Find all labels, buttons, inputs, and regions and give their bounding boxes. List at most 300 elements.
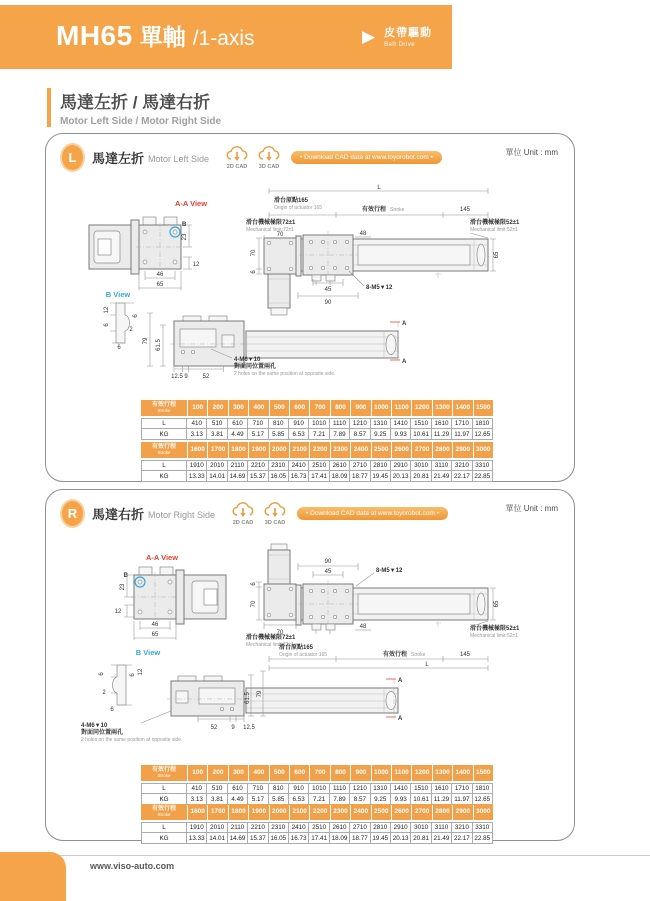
stroke-value-cell: 1000 (372, 400, 391, 416)
cad-3d-download[interactable] (257, 146, 281, 170)
spec-value-cell: 3310 (473, 822, 493, 833)
aa-view-label: A-A View (145, 553, 179, 562)
stroke-value-cell: 2800 (433, 804, 452, 820)
stroke-value-cell: 2300 (331, 804, 350, 820)
table-row (141, 833, 493, 844)
section-subtitle: Motor Left Side / Motor Right Side (60, 116, 222, 127)
dim-6-slot: 6 (133, 314, 139, 318)
stroke-header-en: Stroke (157, 449, 171, 455)
row-label-cell: KG (141, 794, 187, 805)
spec-value-cell: 810 (269, 418, 289, 429)
stroke-value-cell: 2400 (351, 804, 370, 820)
dim-70-side: 70 (251, 249, 257, 257)
stroke-value-cell: 500 (270, 765, 289, 781)
stroke-value-cell: 2400 (351, 442, 370, 458)
spec-value-cell: 1110 (330, 783, 350, 794)
dim-23: 23 (182, 233, 188, 241)
stroke-value-cell: 2600 (392, 442, 411, 458)
model-name: MH65 (56, 20, 133, 51)
cad-2d-download[interactable] (231, 502, 255, 526)
spec-value-cell: 2010 (207, 822, 227, 833)
spec-value-cell: 2310 (269, 822, 289, 833)
stroke-value-cell: 2600 (392, 804, 411, 820)
stroke-header-cell (141, 804, 187, 820)
stroke-value-cell: 2200 (310, 804, 329, 820)
dim-12-slot: 12 (138, 668, 144, 676)
table-header-row (141, 765, 493, 781)
spec-value-cell: 18.09 (330, 833, 350, 844)
dim-70-side: 70 (251, 600, 257, 608)
table-header-row (141, 442, 493, 458)
stroke-value-cell: 1200 (412, 765, 431, 781)
spec-value-cell: 11.97 (452, 794, 472, 805)
limit-motor-en: Mechanical limit:72±1 (246, 642, 295, 648)
spec-value-cell: 1010 (309, 418, 329, 429)
b-view-label: B View (135, 648, 161, 657)
spec-value-cell: 14.01 (207, 471, 227, 482)
spec-value-cell: 4.49 (228, 429, 248, 440)
origin-label-en: Origin of actuator:165 (274, 205, 323, 211)
dim-L: L (425, 662, 429, 668)
spec-value-cell: 10.61 (411, 429, 431, 440)
side-thread-label-en: 2 holes on the same position at opposite side. (81, 737, 183, 743)
stroke-value-cell: 1600 (188, 442, 207, 458)
dim-6-slot: 6 (110, 707, 114, 713)
spec-value-cell: 16.73 (289, 471, 309, 482)
dim-65-rail: 65 (494, 251, 500, 259)
spec-value-cell: 1610 (432, 418, 452, 429)
b-view (104, 290, 139, 351)
spec-value-cell: 5.17 (248, 794, 268, 805)
spec-value-cell: 710 (248, 418, 268, 429)
panel-motor-left (45, 133, 575, 482)
stroke-value-cell: 800 (331, 400, 350, 416)
spec-value-cell: 2510 (309, 460, 329, 471)
spec-value-cell: 810 (269, 783, 289, 794)
limit-motor-en: Mechanical limit:72±1 (246, 227, 295, 233)
spec-value-cell: 1410 (391, 418, 411, 429)
top-view (246, 185, 520, 315)
table-header-row (141, 400, 493, 416)
dim-90: 90 (324, 559, 332, 565)
stroke-header-en: Stroke (157, 407, 171, 413)
spec-value-cell: 910 (289, 418, 309, 429)
footer-divider (0, 855, 650, 856)
dim-46: 46 (151, 622, 159, 628)
dim-65-rail: 65 (494, 600, 500, 608)
spec-value-cell: 2110 (228, 822, 248, 833)
spec-value-cell: 3.81 (207, 429, 227, 440)
spec-value-cell: 21.49 (432, 471, 452, 482)
stroke-value-cell: 600 (290, 400, 309, 416)
dim-9: 9 (231, 725, 235, 731)
panel-title-en: Motor Left Side (148, 154, 210, 164)
panel-badge: R (60, 499, 85, 528)
spec-value-cell: 1110 (330, 418, 350, 429)
dim-12: 12 (192, 262, 200, 268)
row-label-cell: L (141, 460, 187, 471)
spec-value-cell: 18.77 (350, 833, 370, 844)
spec-value-cell: 3.13 (187, 794, 207, 805)
spec-value-cell: 13.33 (187, 471, 207, 482)
side-thread-label: 4-M6▼10 (234, 357, 261, 363)
section-a-marker: A (402, 359, 407, 365)
spec-value-cell: 19.45 (371, 471, 391, 482)
cloud-download-icon (231, 502, 255, 519)
spec-value-cell: 5.17 (248, 429, 268, 440)
footer-url: www.viso-auto.com (90, 861, 175, 871)
spec-value-cell: 8.57 (350, 429, 370, 440)
top-view (246, 544, 520, 671)
dim-6: 6 (251, 582, 257, 586)
dim-145: 145 (459, 652, 471, 658)
stroke-value-cell: 1300 (433, 765, 452, 781)
spec-value-cell: 2910 (391, 460, 411, 471)
cad-3d-label: 3D CAD (258, 163, 280, 170)
dim-12-5: 12.5 (243, 725, 255, 731)
cad-links (231, 502, 287, 526)
spec-value-cell: 410 (187, 418, 207, 429)
stroke-table-2 (141, 804, 493, 844)
limit-motor-cn: 滑台機械極限72±1 (246, 635, 296, 641)
spec-value-cell: 9.93 (391, 429, 411, 440)
spec-value-cell: 3210 (452, 460, 472, 471)
aa-view (89, 199, 207, 290)
dim-12: 12 (114, 609, 122, 615)
row-label-cell: L (141, 418, 187, 429)
spec-value-cell: 11.97 (452, 429, 472, 440)
spec-value-cell: 510 (207, 783, 227, 794)
spec-value-cell: 3.13 (187, 429, 207, 440)
spec-value-cell: 14.01 (207, 833, 227, 844)
spec-value-cell: 15.37 (248, 471, 268, 482)
spec-value-cell: 1210 (350, 418, 370, 429)
dim-46: 46 (156, 272, 164, 278)
cad-2d-download[interactable] (225, 146, 249, 170)
spec-value-cell: 3110 (432, 822, 452, 833)
dim-9: 9 (184, 374, 188, 380)
spec-value-cell: 1510 (411, 783, 431, 794)
stroke-label-en: Stroke (390, 207, 405, 213)
stroke-value-cell: 1500 (474, 765, 493, 781)
stroke-value-cell: 2100 (290, 442, 309, 458)
table-row (141, 471, 493, 482)
spec-value-cell: 1510 (411, 418, 431, 429)
dim-45: 45 (324, 287, 332, 293)
spec-value-cell: 6.53 (289, 794, 309, 805)
table-header-row (141, 804, 493, 820)
stroke-value-cell: 900 (351, 400, 370, 416)
stroke-value-cell: 3000 (474, 804, 493, 820)
stroke-header-cn: 有效行程 (151, 767, 176, 774)
stroke-value-cell: 1900 (249, 442, 268, 458)
stroke-value-cell: 2500 (372, 804, 391, 820)
spec-value-cell: 9.93 (391, 794, 411, 805)
dim-65: 65 (151, 632, 159, 638)
spec-value-cell: 22.17 (452, 833, 472, 844)
spec-value-cell: 1310 (371, 783, 391, 794)
spec-value-cell: 9.25 (371, 429, 391, 440)
stroke-value-cell: 100 (188, 400, 207, 416)
dim-145: 145 (459, 207, 471, 213)
stroke-value-cell: 1400 (453, 400, 472, 416)
spec-value-cell: 20.81 (411, 833, 431, 844)
spec-value-cell: 1810 (473, 418, 493, 429)
stroke-value-cell: 3000 (474, 442, 493, 458)
section-a-marker: A (398, 716, 403, 722)
stroke-value-cell: 100 (188, 765, 207, 781)
dim-65: 65 (156, 282, 164, 288)
cad-2d-label: 2D CAD (226, 163, 248, 170)
dim-52: 52 (202, 374, 210, 380)
spec-value-cell: 21.49 (432, 833, 452, 844)
spec-value-cell: 1610 (432, 783, 452, 794)
spec-value-cell: 1310 (371, 418, 391, 429)
spec-value-cell: 11.29 (432, 429, 452, 440)
stroke-value-cell: 1300 (433, 400, 452, 416)
page-title (56, 19, 255, 52)
drawing-motor-left (46, 179, 574, 399)
panel-title-en: Motor Right Side (148, 510, 216, 520)
stroke-value-cell: 1100 (392, 400, 411, 416)
drive-label-en: Belt Drive (384, 42, 416, 48)
panel-title-cn: 馬達左折 (92, 151, 145, 166)
spec-value-cell: 7.21 (309, 429, 329, 440)
row-label-cell: L (141, 783, 187, 794)
stroke-table-1 (141, 765, 493, 805)
spec-value-cell: 710 (248, 783, 268, 794)
download-cad-button[interactable]: • Download CAD data at www.toyorobot.com • (297, 507, 448, 520)
spec-value-cell: 18.09 (330, 471, 350, 482)
spec-value-cell: 22.85 (473, 833, 493, 844)
spec-value-cell: 1710 (452, 783, 472, 794)
cad-3d-download[interactable] (263, 502, 287, 526)
arrow-right-icon: ▶ (362, 26, 376, 46)
stroke-value-cell: 2300 (331, 442, 350, 458)
dim-70: 70 (276, 232, 284, 238)
b-view-label: B View (105, 290, 131, 299)
dim-2-slot: 2 (102, 690, 106, 696)
stroke-value-cell: 700 (310, 400, 329, 416)
stroke-value-cell: 1600 (188, 804, 207, 820)
stroke-value-cell: 2900 (453, 442, 472, 458)
spec-value-cell: 2010 (207, 460, 227, 471)
spec-value-cell: 22.85 (473, 471, 493, 482)
spec-value-cell: 14.69 (228, 833, 248, 844)
spec-value-cell: 7.89 (330, 794, 350, 805)
limit-motor-cn: 滑台機械極限72±1 (246, 220, 296, 226)
stroke-value-cell: 2700 (412, 804, 431, 820)
stroke-header-en: Stroke (157, 772, 171, 778)
spec-value-cell: 2610 (330, 460, 350, 471)
aa-view-label: A-A View (174, 199, 208, 208)
cad-links (225, 146, 281, 170)
spec-value-cell: 1810 (473, 783, 493, 794)
table-row (141, 429, 493, 440)
spec-value-cell: 3310 (473, 460, 493, 471)
side-view (81, 671, 403, 743)
stroke-value-cell: 1000 (372, 765, 391, 781)
spec-value-cell: 5.85 (269, 429, 289, 440)
spec-value-cell: 6.53 (289, 429, 309, 440)
section-a-marker: A (402, 321, 407, 327)
stroke-header-cn: 有效行程 (151, 806, 176, 813)
limit-end-cn: 滑台機械極限52±1 (470, 220, 520, 226)
spec-value-cell: 7.89 (330, 429, 350, 440)
row-label-cell: KG (141, 429, 187, 440)
stroke-header-cn: 有效行程 (151, 402, 176, 409)
side-thread-label-cn: 對面同位置兩孔 (81, 730, 124, 736)
spec-value-cell: 2410 (289, 822, 309, 833)
limit-end-en: Mechanical limit:52±1 (470, 633, 519, 639)
spec-value-cell: 2110 (228, 460, 248, 471)
spec-value-cell: 12.65 (473, 794, 493, 805)
stroke-value-cell: 600 (290, 765, 309, 781)
spec-value-cell: 2510 (309, 822, 329, 833)
dim-70: 70 (276, 630, 284, 636)
spec-value-cell: 1210 (350, 783, 370, 794)
spec-value-cell: 4.49 (228, 794, 248, 805)
footer-corner-accent (0, 852, 66, 901)
drawing-motor-right (46, 541, 574, 751)
spec-value-cell: 20.81 (411, 471, 431, 482)
dim-L: L (377, 185, 381, 191)
b-view (99, 648, 160, 713)
dim-12-5: 12.5 (171, 374, 183, 380)
stroke-header-cell (141, 400, 187, 416)
table-row (141, 460, 493, 471)
spec-value-cell: 2210 (248, 822, 268, 833)
table-row (141, 783, 493, 794)
stroke-value-cell: 1200 (412, 400, 431, 416)
spec-value-cell: 17.41 (309, 833, 329, 844)
spec-value-cell: 9.25 (371, 794, 391, 805)
dim-6: 6 (251, 270, 257, 274)
unit-label: 單位 Unit : mm (505, 504, 558, 513)
stroke-label-cn: 有效行程 (362, 207, 387, 213)
spec-value-cell: 2210 (248, 460, 268, 471)
stroke-value-cell: 2100 (290, 804, 309, 820)
spec-value-cell: 13.33 (187, 833, 207, 844)
spec-value-cell: 20.13 (391, 471, 411, 482)
spec-value-cell: 1010 (309, 783, 329, 794)
stroke-value-cell: 1700 (208, 442, 227, 458)
panel-title-cn: 馬達右折 (92, 507, 145, 522)
spec-value-cell: 3010 (411, 822, 431, 833)
dim-6-slot: 6 (104, 323, 110, 327)
dim-52: 52 (210, 725, 218, 731)
stroke-value-cell: 400 (249, 765, 268, 781)
section-title: 馬達左折 / 馬達右折 (60, 93, 211, 112)
dim-45: 45 (324, 569, 332, 575)
section-heading (47, 88, 221, 127)
dim-61-5: 61.5 (156, 339, 162, 351)
panel-badge: L (60, 143, 85, 172)
dim-48: 48 (359, 231, 367, 237)
stroke-value-cell: 1700 (208, 804, 227, 820)
dim-6-slot: 6 (99, 672, 105, 676)
dim-61-5: 61.5 (245, 692, 251, 704)
stroke-header-cell (141, 765, 187, 781)
unit-label: 單位 Unit : mm (505, 148, 558, 157)
stroke-value-cell: 200 (208, 400, 227, 416)
stroke-value-cell: 1800 (229, 804, 248, 820)
spec-value-cell: 14.69 (228, 471, 248, 482)
spec-value-cell: 1410 (391, 783, 411, 794)
spec-value-cell: 5.85 (269, 794, 289, 805)
dim-6-slot: 6 (130, 673, 136, 677)
spec-value-cell: 1910 (187, 460, 207, 471)
stroke-header-cn: 有效行程 (151, 444, 176, 451)
spec-value-cell: 17.41 (309, 471, 329, 482)
b-marker: B (123, 573, 128, 579)
limit-end-cn: 滑台機械極限52±1 (470, 626, 520, 632)
stroke-value-cell: 1800 (229, 442, 248, 458)
dim-79: 79 (143, 337, 149, 345)
spec-value-cell: 610 (228, 418, 248, 429)
stroke-header-en: Stroke (157, 811, 171, 817)
cloud-download-icon (263, 502, 287, 519)
origin-label-en: Origin of actuator:165 (279, 652, 328, 658)
spec-value-cell: 2610 (330, 822, 350, 833)
side-view (143, 313, 407, 380)
spec-value-cell: 410 (187, 783, 207, 794)
spec-value-cell: 16.05 (269, 471, 289, 482)
spec-value-cell: 19.45 (371, 833, 391, 844)
download-cad-button[interactable]: • Download CAD data at www.toyorobot.com • (291, 151, 442, 164)
stroke-value-cell: 400 (249, 400, 268, 416)
stroke-value-cell: 1900 (249, 804, 268, 820)
panel-right-header (60, 499, 448, 528)
stroke-value-cell: 500 (270, 400, 289, 416)
stroke-value-cell: 2000 (270, 804, 289, 820)
stroke-value-cell: 2000 (270, 442, 289, 458)
spec-value-cell: 7.21 (309, 794, 329, 805)
row-label-cell: KG (141, 833, 187, 844)
spec-value-cell: 16.73 (289, 833, 309, 844)
dim-23: 23 (120, 583, 126, 591)
side-thread-label-en: 2 holes on the same position at opposite side. (234, 371, 336, 377)
stroke-value-cell: 900 (351, 765, 370, 781)
spec-value-cell: 2310 (269, 460, 289, 471)
dim-79: 79 (257, 690, 263, 698)
origin-label-cn: 滑台原點165 (274, 198, 309, 204)
cad-3d-label: 3D CAD (264, 519, 286, 526)
spec-value-cell: 2410 (289, 460, 309, 471)
axis-title-cn: 單軸 (139, 24, 186, 50)
top-banner (0, 5, 452, 69)
drive-label (384, 24, 432, 48)
stroke-value-cell: 2900 (453, 804, 472, 820)
stroke-value-cell: 1500 (474, 400, 493, 416)
table-row (141, 822, 493, 833)
spec-value-cell: 2810 (371, 822, 391, 833)
dim-6-slot: 6 (117, 345, 121, 351)
spec-value-cell: 2810 (371, 460, 391, 471)
stroke-table-2 (141, 442, 493, 482)
spec-value-cell: 3110 (432, 460, 452, 471)
side-thread-label: 4-M6▼10 (81, 723, 108, 729)
stroke-value-cell: 300 (229, 400, 248, 416)
stroke-value-cell: 2700 (412, 442, 431, 458)
drive-label-cn: 皮帶驅動 (384, 27, 433, 39)
cad-2d-label: 2D CAD (232, 519, 254, 526)
spec-value-cell: 15.37 (248, 833, 268, 844)
spec-value-cell: 2910 (391, 822, 411, 833)
spec-value-cell: 16.05 (269, 833, 289, 844)
spec-value-cell: 1710 (452, 418, 472, 429)
aa-view (115, 553, 226, 640)
